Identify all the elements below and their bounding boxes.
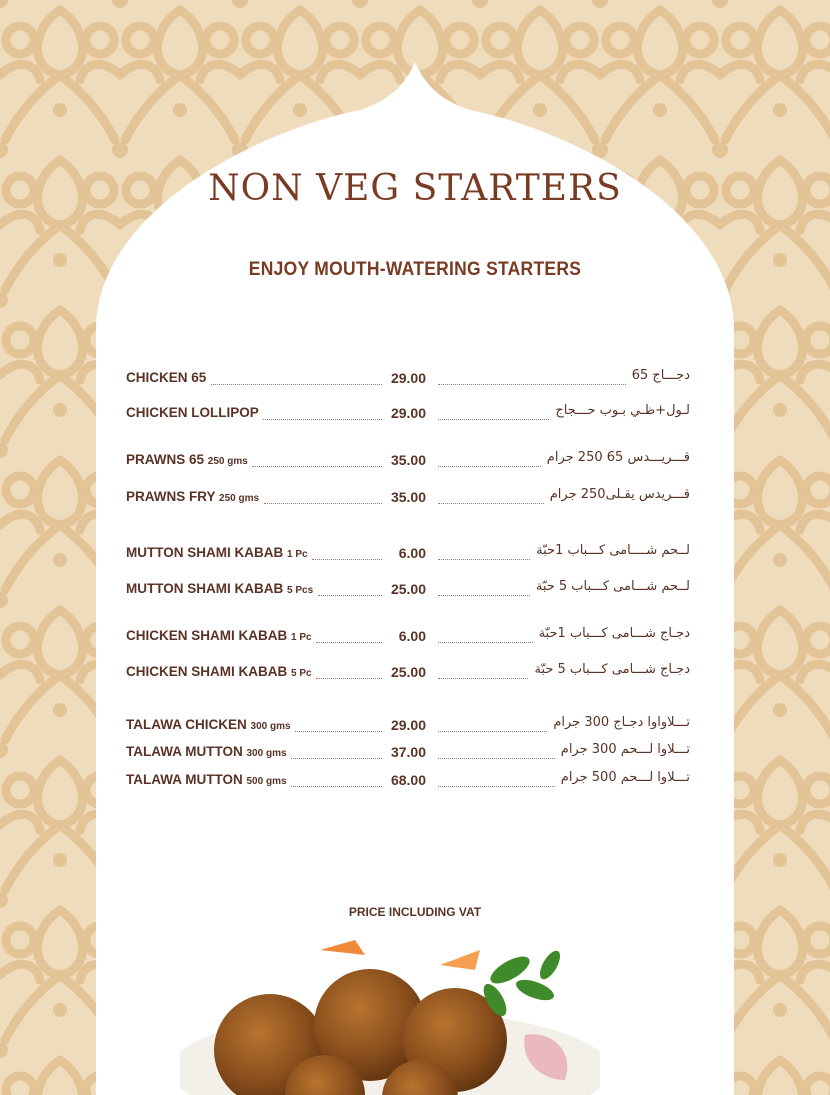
dot-leader bbox=[438, 626, 533, 643]
page-subtitle: ENJOY MOUTH-WATERING STARTERS bbox=[248, 259, 582, 280]
menu-item-name bbox=[126, 545, 308, 560]
menu-item-label: CHICKEN LOLLIPOP bbox=[126, 405, 259, 420]
menu-item bbox=[126, 715, 696, 735]
menu-item-quantity: 250 gms bbox=[219, 493, 260, 504]
menu-item-quantity: 500 gms bbox=[246, 776, 287, 787]
dot-leader bbox=[438, 450, 541, 467]
menu-item-quantity: 1 Pc bbox=[287, 549, 308, 560]
menu-item-price: 29.00 bbox=[390, 405, 426, 421]
dot-leader bbox=[438, 487, 544, 504]
menu-item-label: CHICKEN SHAMI KABAB bbox=[126, 664, 288, 679]
dot-leader bbox=[438, 662, 528, 679]
menu-item-arabic-name: دجـــاج 65 bbox=[631, 368, 690, 383]
menu-item-price: 35.00 bbox=[390, 452, 426, 468]
dot-leader bbox=[316, 662, 382, 679]
menu-item-label: MUTTON SHAMI KABAB bbox=[126, 581, 284, 596]
menu-item bbox=[126, 626, 696, 646]
menu-item bbox=[126, 742, 696, 762]
dot-leader bbox=[438, 543, 530, 560]
dot-leader bbox=[318, 579, 382, 596]
dot-leader bbox=[291, 742, 382, 759]
menu-item-name bbox=[126, 664, 312, 679]
dot-leader bbox=[438, 742, 555, 759]
menu-item-price: 35.00 bbox=[390, 489, 426, 505]
menu-item-quantity: 1 Pc bbox=[291, 632, 312, 643]
menu-item bbox=[126, 450, 696, 470]
dot-leader bbox=[263, 403, 382, 420]
dot-leader bbox=[316, 626, 382, 643]
menu-item-arabic-name: لــحم شـــامى كـــباب 5 حبّة bbox=[535, 579, 690, 594]
menu-item bbox=[126, 770, 696, 790]
menu-item-label: CHICKEN SHAMI KABAB bbox=[126, 628, 288, 643]
menu-item-arabic-name: قـــريدس يقـلى250 جرام bbox=[549, 487, 690, 502]
menu-item-quantity: 300 gms bbox=[250, 721, 291, 732]
menu-item-name bbox=[126, 628, 312, 643]
menu-item-price: 25.00 bbox=[390, 664, 426, 680]
menu-item-label: PRAWNS 65 bbox=[126, 452, 205, 467]
menu-item-name bbox=[126, 772, 287, 787]
menu-item-name bbox=[126, 744, 287, 759]
dot-leader bbox=[264, 487, 382, 504]
dot-leader bbox=[295, 715, 382, 732]
dot-leader bbox=[211, 368, 382, 385]
menu-item-label: PRAWNS FRY bbox=[126, 489, 216, 504]
menu-item-quantity: 5 Pcs bbox=[287, 585, 314, 596]
menu-item-arabic-name: تـــلاواوا دجـاج 300 جرام bbox=[553, 715, 690, 730]
dot-leader bbox=[438, 770, 555, 787]
menu-item bbox=[126, 579, 696, 599]
dot-leader bbox=[291, 770, 382, 787]
dot-leader bbox=[252, 450, 382, 467]
menu-item-label: MUTTON SHAMI KABAB bbox=[126, 545, 284, 560]
menu-item-name bbox=[126, 452, 248, 467]
menu-item bbox=[126, 403, 696, 423]
menu-item-quantity: 250 gms bbox=[207, 456, 248, 467]
menu-item-label: TALAWA CHICKEN bbox=[126, 717, 247, 732]
menu-item bbox=[126, 543, 696, 563]
menu-item-price: 68.00 bbox=[390, 772, 426, 788]
menu-item-name bbox=[126, 717, 291, 732]
menu-item-label: TALAWA MUTTON bbox=[126, 772, 243, 787]
menu-item bbox=[126, 487, 696, 507]
dot-leader bbox=[438, 368, 626, 385]
menu-item-price: 6.00 bbox=[398, 545, 426, 561]
menu-item-arabic-name: تـــلاوا لـــحم 500 جرام bbox=[560, 770, 690, 785]
menu-item-arabic-name: لـول+ظـي بـوب حـــجاج bbox=[555, 403, 690, 418]
menu-item bbox=[126, 662, 696, 682]
menu-item-price: 29.00 bbox=[390, 370, 426, 386]
menu-item-price: 29.00 bbox=[390, 717, 426, 733]
menu-item-quantity: 5 Pc bbox=[291, 668, 312, 679]
menu-item bbox=[126, 368, 696, 388]
dot-leader bbox=[438, 403, 549, 420]
menu-item-label: TALAWA MUTTON bbox=[126, 744, 243, 759]
menu-item-name bbox=[126, 489, 259, 504]
menu-item-label: CHICKEN 65 bbox=[126, 370, 207, 385]
menu-item-name bbox=[126, 405, 259, 420]
menu-item-name bbox=[126, 581, 313, 596]
menu-item-price: 6.00 bbox=[398, 628, 426, 644]
menu-item-quantity: 300 gms bbox=[246, 748, 287, 759]
menu-item-name bbox=[126, 370, 206, 385]
menu-item-price: 37.00 bbox=[390, 744, 426, 760]
dot-leader bbox=[438, 715, 547, 732]
menu-item-arabic-name: تـــلاوا لـــحم 300 جرام bbox=[560, 742, 690, 757]
menu-item-arabic-name: قـــريـــدس 65 250 جرام bbox=[546, 450, 690, 465]
menu-item-arabic-name: دجـاج شـــامى كـــباب 5 حبّة bbox=[534, 662, 690, 677]
menu-item-arabic-name: لــحم شــــامى كـــباب 1حبّة bbox=[536, 543, 690, 558]
dot-leader bbox=[312, 543, 382, 560]
vat-note: PRICE INCLUDING VAT bbox=[348, 905, 482, 919]
falafel-plate-image bbox=[180, 930, 600, 1095]
menu-item-price: 25.00 bbox=[390, 581, 426, 597]
menu-item-arabic-name: دجـاج شـــامى كـــباب 1حبّة bbox=[538, 626, 690, 641]
dot-leader bbox=[438, 579, 530, 596]
page-title: NON VEG STARTERS bbox=[208, 168, 622, 209]
